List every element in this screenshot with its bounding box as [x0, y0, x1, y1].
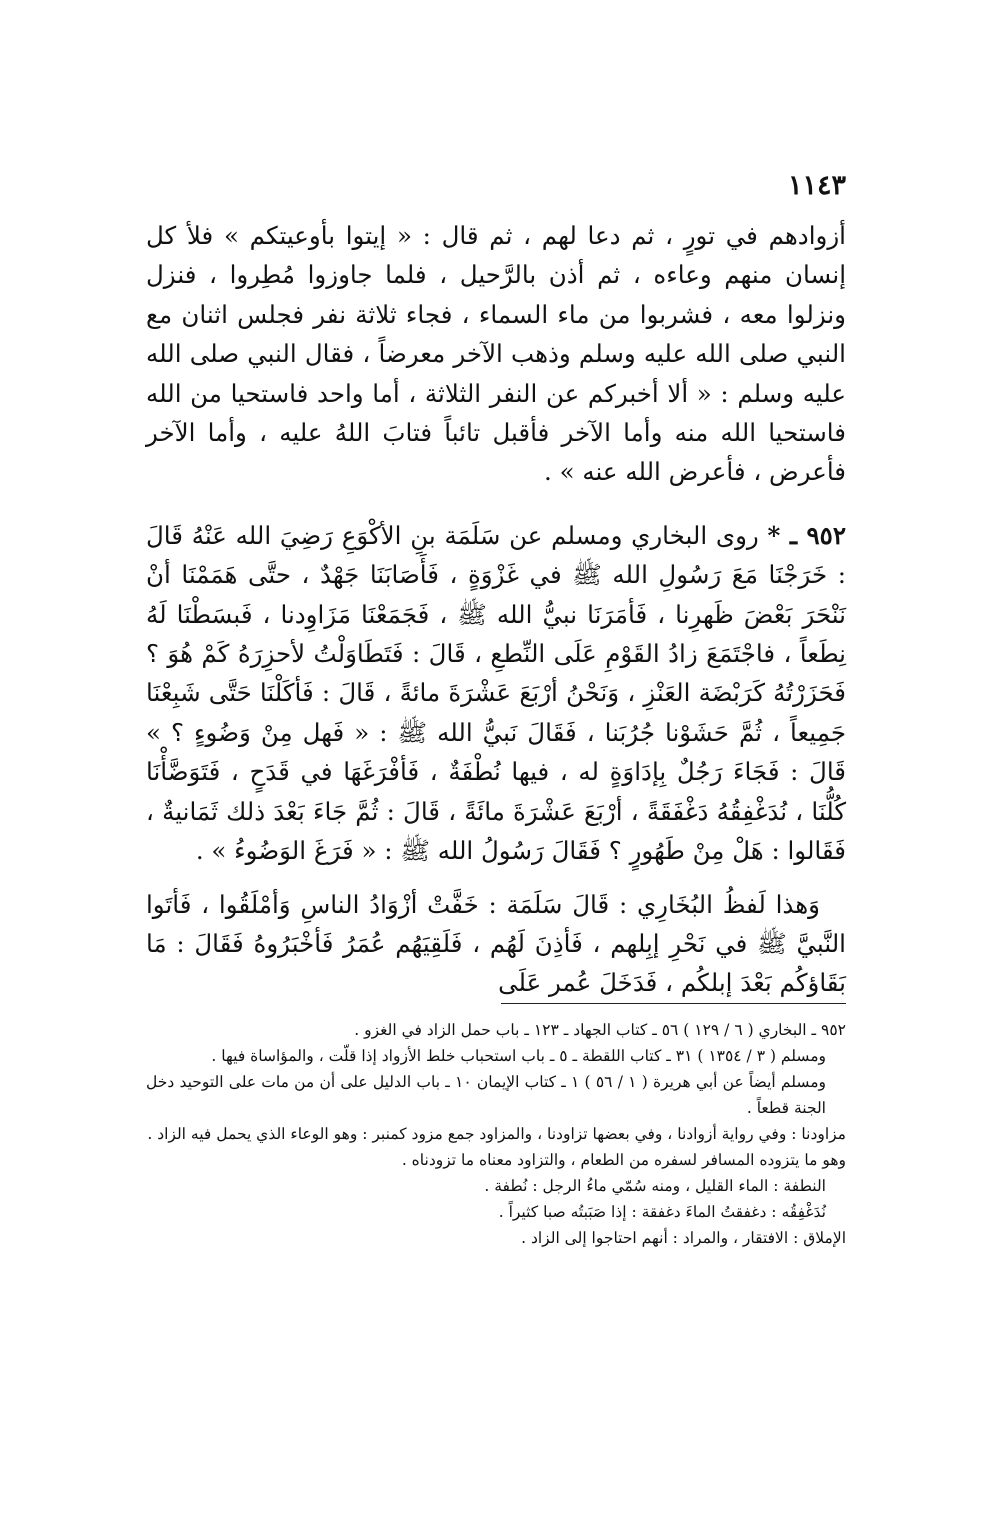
footnote-line: النطفة : الماء القليل ، ومنه سُمّي ماءُ الرجل : نُطفة .: [484, 1177, 826, 1195]
footnote-line: نُدَغْفِقُه : دغفقتُ الماءَ دغفقة : إذا صَبَبتُه صبا كثيراً .: [498, 1203, 826, 1221]
paragraph-hadith-952: [146, 516, 846, 871]
footnotes: [146, 1017, 846, 1251]
paragraph-bukhari-wording: وَهذا لَفظُ البُخَارِي : قَالَ سَلَمَة : خَفَّتْ أزْوَادُ الناسِ وَأمْلَقُوا ، فَأتَوا النَّبيَّ ﷺ في نَحْرِ إبِلهم ، فَأذِنَ لَهُم ، فَلَقِيَهُم عُمَرُ فَأخْبَرُوهُ فَقَالَ : مَا بَقَاؤكُم بَعْدَ إبلكُم ، فَدَخَلَ عُمر عَلَى: [146, 889, 846, 998]
footnote-line: وهو ما يتزوده المسافر لسفره من الطعام ، والتزاود معناه ما تزودناه .: [401, 1151, 846, 1169]
hadith-text: روى البخاري ومسلم عن سَلَمَة بنِ الأكْوَعِ رَضِيَ الله عَنْهُ قَالَ : خَرَجْنَا مَعَ رَسُولِ الله ﷺ في غَزْوَةٍ ، فَأَصَابَنَا جَهْدٌ ، حتَّى هَمَمْنَا أنْ نَنْحَرَ بَعْضَ ظَهرِنا ، فَأمَرَنَا نبيُّ الله ﷺ ، فَجَمَعْنَا مَزَاوِدنا ، فَبسَطْنَا لَهُ نِطَعاً ، فاجْتَمَعَ زادُ القَوْمِ عَلَى النِّطعِ ، قَالَ : فَتَطَاوَلْتُ لأحزِرَهُ كَمْ هُوَ ؟ فَحَزَرْتُهُ كَرَبْضَة العَنْزِ ، وَنَحْنُ أرْبَعَ عَشْرَةَ مائةً ، قَالَ : فَأكَلْنَا حَتَّى شَبِعْنَا جَمِيعاً ، ثُمَّ حَشَوْنا جُرُبَنا ، فَقَالَ نَبيُّ الله ﷺ : « فَهل مِنْ وَضُوءٍ ؟ » قَالَ : فَجَاءَ رَجُلٌ بِإدَاوَةٍ له ، فيها نُطْفَةٌ ، فَأفْرَغَهَا في قَدَحٍ ، فَتَوَضَّأْنَا كُلُّنَا ، نُدَغْفِقُهُ دَغْفَقَةً ، أرْبَعَ عَشْرَةَ مائَةً ، قَالَ : ثُمَّ جَاءَ بَعْدَ ذلك ثَمَانيةٌ ، فَقَالوا : هَلْ مِنْ طَهُورٍ ؟ فَقَالَ رَسُولُ الله ﷺ : « فَرَغَ الوَضُوءُ » .: [146, 520, 846, 866]
footnote-line: ومسلم ( ٣ / ١٣٥٤ ) ٣١ ـ كتاب اللقطة ـ ٥ ـ باب استحباب خلط الأزواد إذا قلّت ، والمؤاساة فيها .: [211, 1047, 826, 1065]
footnote-line: ٩٥٢ ـ البخاري ( ٦ / ١٢٩ ) ٥٦ ـ كتاب الجهاد ـ ١٢٣ ـ باب حمل الزاد في الغزو .: [354, 1021, 846, 1039]
hadith-number: ٩٥٢ ـ *: [767, 520, 846, 550]
footnote-line: مزاودنا : وفي رواية أزوادنا ، وفي بعضها تزاودنا ، والمزاود جمع مزود كمنبر : وهو الوعاء الذي يحمل فيه الزاد .: [147, 1125, 846, 1143]
footnote-divider: [501, 1003, 846, 1004]
footnote-line: ومسلم أيضاً عن أبي هريرة ( ١ / ٥٦ ) ١ ـ كتاب الإيمان ١٠ ـ باب الدليل على أن من مات على التوحيد دخل الجنة قطعاً .: [146, 1073, 826, 1117]
page-number: ١١٤٣: [787, 170, 846, 201]
paragraph-continuation: أزوادهم في تورٍ ، ثم دعا لهم ، ثم قال : « إيتوا بأوعيتكم » فلأ كل إنسان منهم وعاءه ، ثم أذن بالرَّحيل ، فلما جاوزوا مُطِروا ، فنزل ونزلوا معه ، فشربوا من ماء السماء ، فجاء ثلاثة نفر فجلس اثنان مع النبي صلى الله عليه وسلم وذهب الآخر معرضاً ، فقال النبي صلى الله عليه وسلم : « ألا أخبركم عن النفر الثلاثة ، أما واحد فاستحيا من الله فاستحيا الله منه وأما الآخر فأقبل تائباً فتابَ اللهُ عليه ، وأما الآخر فأعرض ، فأعرض الله عنه » .: [146, 221, 846, 487]
footnote-line: الإملاق : الافتقار ، والمراد : أنهم احتاجوا إلى الزاد .: [521, 1229, 846, 1247]
main-text: [146, 216, 846, 1003]
